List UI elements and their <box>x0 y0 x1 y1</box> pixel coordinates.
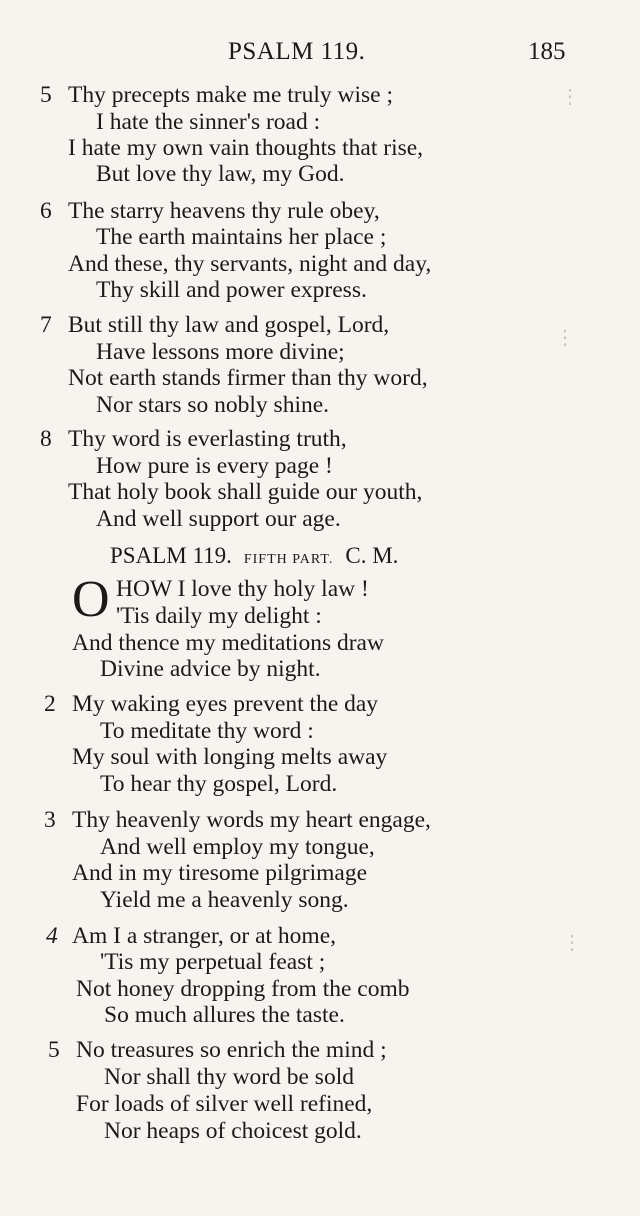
stanza-number: 6 <box>40 198 52 224</box>
bleed-through-mark: ⋮ <box>562 932 582 954</box>
verse-line: So much allures the taste. <box>104 1002 345 1028</box>
section-meter: C. M. <box>345 543 399 568</box>
stanza-number: 7 <box>40 312 52 338</box>
stanza-number: 3 <box>44 807 56 833</box>
verse-line: My waking eyes prevent the day <box>72 691 379 717</box>
verse-line: Not earth stands firmer than thy word, <box>68 365 428 391</box>
verse-line: Thy word is everlasting truth, <box>68 426 347 452</box>
verse-line: Nor stars so nobly shine. <box>96 392 330 418</box>
drop-cap: O <box>72 571 110 628</box>
verse-line: The starry heavens thy rule obey, <box>68 198 380 224</box>
stanza-number: 4 <box>46 923 58 949</box>
stanza-number: 2 <box>44 691 56 717</box>
verse-line: Thy skill and power express. <box>96 277 367 303</box>
verse-line: The earth maintains her place ; <box>96 224 387 250</box>
verse-line: And in my tiresome pilgrimage <box>72 860 368 886</box>
verse-line: HOW I love thy holy law ! <box>116 576 369 602</box>
stanza-number: 5 <box>40 82 52 108</box>
verse-line: But still thy law and gospel, Lord, <box>68 312 390 338</box>
verse-line: Have lessons more divine; <box>96 339 345 365</box>
verse-line: How pure is every page ! <box>96 453 333 479</box>
bleed-through-mark: ⋮ <box>555 327 575 349</box>
verse-line: That holy book shall guide our youth, <box>68 479 423 505</box>
verse-line: Nor heaps of choicest gold. <box>104 1118 362 1144</box>
verse-line: Yield me a heavenly song. <box>100 887 349 913</box>
verse-line: 'Tis my perpetual feast ; <box>100 949 326 975</box>
running-head: PSALM 119. <box>228 38 366 65</box>
verse-line: I hate my own vain thoughts that rise, <box>68 135 424 161</box>
verse-line: But love thy law, my God. <box>96 161 345 187</box>
verse-line: No treasures so enrich the mind ; <box>76 1037 387 1063</box>
section-title: PSALM 119. <box>110 543 232 568</box>
verse-line: And thence my meditations draw <box>72 630 384 656</box>
verse-line: 'Tis daily my delight : <box>116 603 322 629</box>
section-part: FIFTH PART. <box>243 552 334 567</box>
stanza-number: 5 <box>48 1037 60 1063</box>
verse-line: I hate the sinner's road : <box>96 109 321 135</box>
verse-line: Thy heavenly words my heart engage, <box>72 807 431 833</box>
verse-line: My soul with longing melts away <box>72 744 388 770</box>
verse-line: For loads of silver well refined, <box>76 1091 373 1117</box>
verse-line: To hear thy gospel, Lord. <box>100 771 338 797</box>
page-header <box>0 38 640 68</box>
verse-line: Nor shall thy word be sold <box>104 1064 354 1090</box>
verse-line: Am I a stranger, or at home, <box>72 923 336 949</box>
page-number: 185 <box>528 38 566 65</box>
verse-line: To meditate thy word : <box>100 718 314 744</box>
verse-line: Thy precepts make me truly wise ; <box>68 82 393 108</box>
verse-line: Not honey dropping from the comb <box>76 976 410 1002</box>
verse-line: And these, thy servants, night and day, <box>68 251 432 277</box>
stanza-number: 8 <box>40 426 52 452</box>
section-heading <box>110 543 398 569</box>
verse-line: And well employ my tongue, <box>100 834 375 860</box>
verse-line: And well support our age. <box>96 506 341 532</box>
verse-line: Divine advice by night. <box>100 656 321 682</box>
bleed-through-mark: ⋮ <box>560 86 580 108</box>
